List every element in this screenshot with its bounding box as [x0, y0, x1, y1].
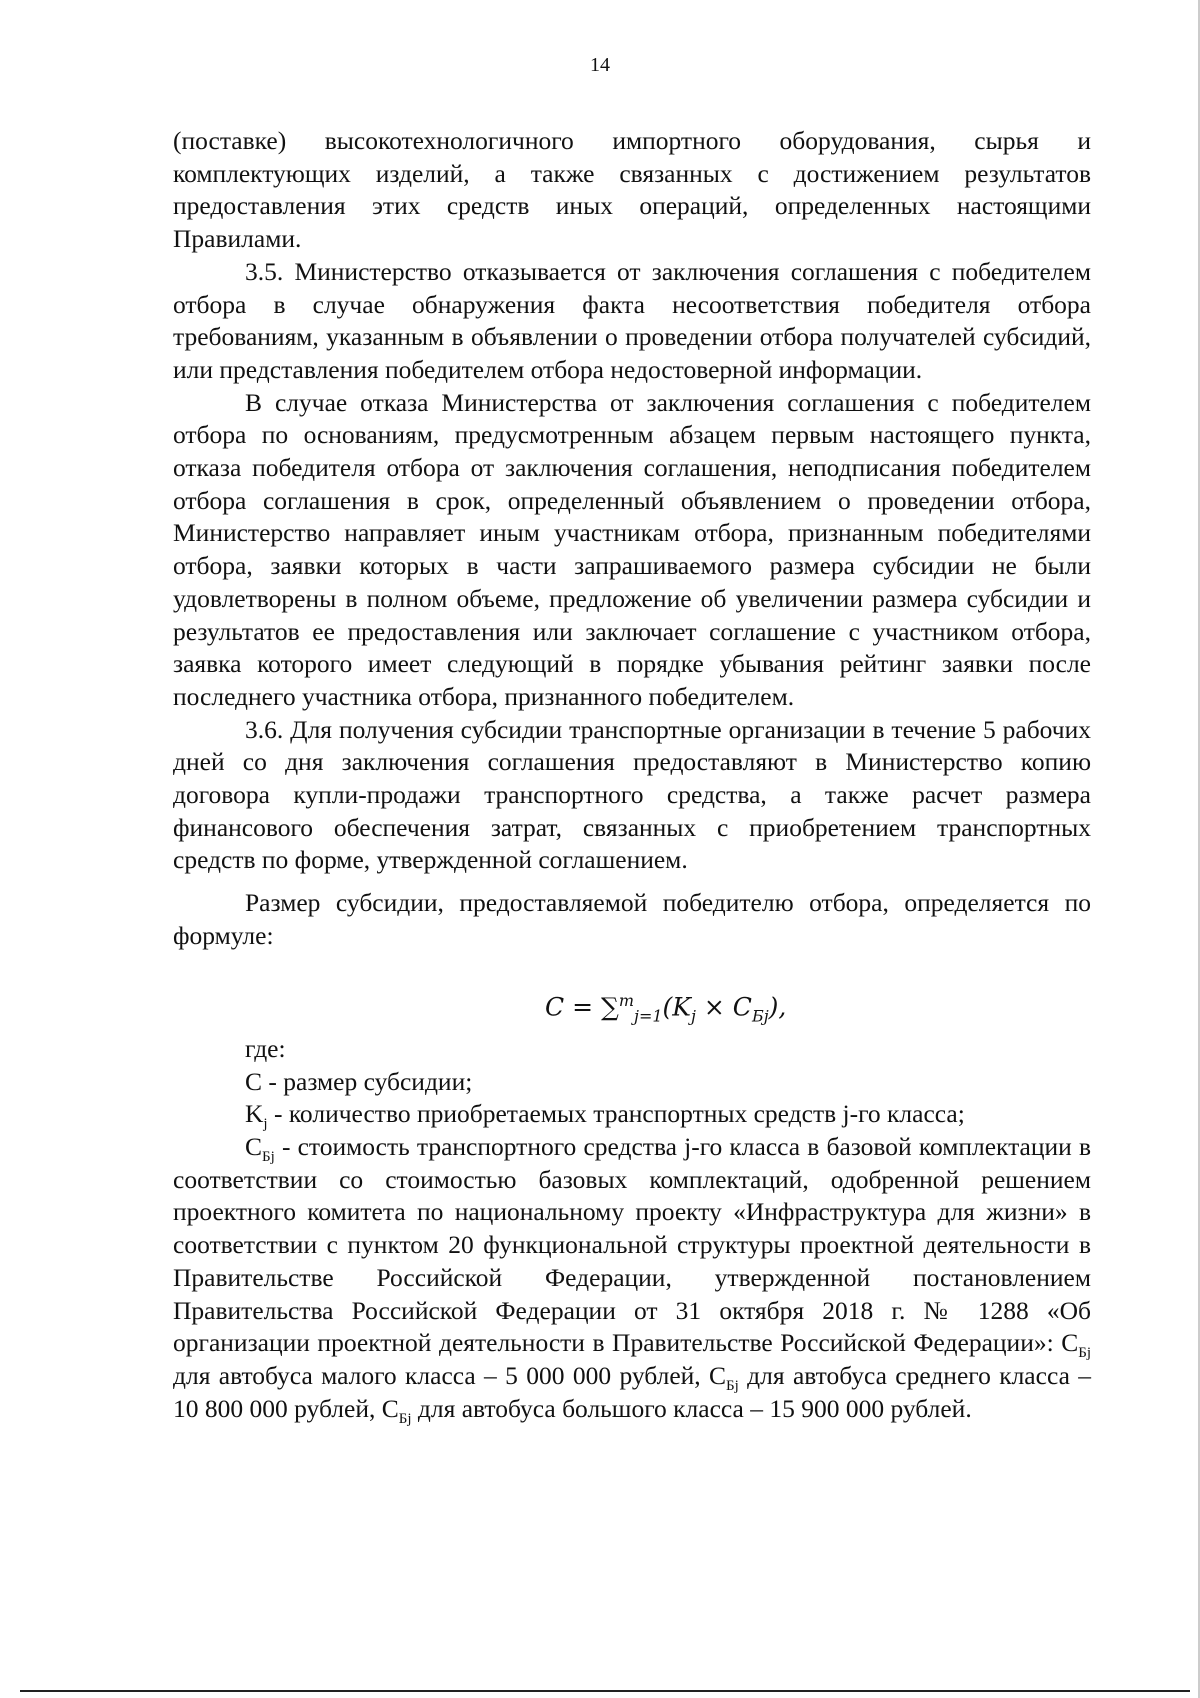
page-number: 14	[590, 54, 610, 76]
cb-large-bus-price: для автобуса большого класса – 15 900 000 рублей.	[411, 1393, 972, 1423]
definition-c: С - размер субсидии;	[245, 1066, 473, 1096]
paragraph-continuation: (поставке) высокотехнологичного импортного оборудования, сырья и комплектующих изделий, а также связанных с достижением результатов предоставления этих средств иных операций, определенных настоящими Правилами.	[173, 126, 1091, 254]
formula-k-sub: j	[690, 1005, 696, 1025]
paragraph-3-6: 3.6. Для получения субсидии транспортные организации в течение 5 рабочих дней со дня заключения соглашения предоставляют в Министерство копию договора купли-продажи транспортного средства, а также расчет размера финансового обеспечения затрат, связанных с приобретением транспортных средств по форме, утвержденной соглашением.	[173, 714, 1091, 875]
cb-subscript: Бj	[262, 1149, 275, 1166]
cb-symbol-large-bus: C	[381, 1393, 399, 1423]
cb-subscript-medium-bus: Бj	[726, 1378, 739, 1395]
scan-bottom-edge	[20, 1690, 1190, 1692]
formula-sum-upper: m	[618, 990, 634, 1010]
paragraph-formula-intro: Размер субсидии, предоставляемой победителю отбора, определяется по формуле:	[173, 888, 1091, 950]
cb-definition-text: - стоимость транспортного средства j-го класса в базовой комплектации в соответствии со стоимостью базовых комплектаций, одобренной решением проектного комитета по национальному проекту «Инфраструктура для жизни» в соответствии с пунктом 20 функциональной структуры проектной деятельности в Правительстве Российской Федерации, утвержденной постановлением Правительства Российской Федерации от 31 октября 2018 г. № 1288 «Об организации проектной деятельности в Правительстве Российской Федерации»:	[173, 1132, 1091, 1358]
subsidy-formula	[173, 979, 1091, 1029]
cb-subscript-small-bus: Бj	[1078, 1345, 1091, 1362]
cb-symbol-small-bus: C	[1061, 1328, 1079, 1358]
formula-sum-lower: j=1	[634, 1005, 663, 1025]
definition-cb	[173, 1131, 1091, 1425]
formula-close: ),	[768, 991, 787, 1021]
cb-subscript-large-bus: Бj	[398, 1410, 412, 1427]
cb-small-bus-price: для автобуса малого класса – 5 000 000 рублей,	[173, 1360, 710, 1390]
formula-open: (K	[662, 991, 691, 1021]
formula-times: × C	[695, 991, 752, 1021]
cb-symbol: C	[245, 1132, 263, 1162]
paragraph-refusal: В случае отказа Министерства от заключения соглашения с победителем отбора по основаниям, предусмотренным абзацем первым настоящего пункта, отказа победителя отбора от заключения соглашения, неподписания победителем отбора соглашения в срок, определенный объявлением о проведении отбора, Министерство направляет иным участникам отбора, признанным победителями отбора, заявки которых в части запрашиваемого размера субсидии не были удовлетворены в полном объеме, предложение об увеличении размера субсидии и результатов ее предоставления или заключает соглашение с участником отбора, заявка которого имеет следующий в порядке убывания рейтинг заявки после последнего участника отбора, признанного победителем.	[173, 387, 1091, 711]
k-symbol: K	[245, 1099, 264, 1129]
paragraph-3-5: 3.5. Министерство отказывается от заключения соглашения с победителем отбора в случае обнаружения факта несоответствия победителя отбора требованиям, указанным в объявлении о проведении отбора получателей субсидий, или представления победителем отбора недостоверной информации.	[173, 256, 1091, 384]
cb-medium-bus-price: для автобуса среднего класса – 10 800 000 рублей,	[173, 1360, 1091, 1423]
definition-k	[173, 1098, 1091, 1131]
formula-lhs: C = ∑	[545, 991, 619, 1021]
document-body	[173, 125, 1091, 1425]
cb-symbol-medium-bus: C	[709, 1360, 727, 1390]
where-label: где:	[245, 1033, 286, 1063]
formula-c-sub: Бj	[751, 1005, 769, 1025]
k-definition-text: - количество приобретаемых транспортных средств j-го класса;	[267, 1099, 965, 1129]
k-subscript: j	[263, 1116, 268, 1133]
